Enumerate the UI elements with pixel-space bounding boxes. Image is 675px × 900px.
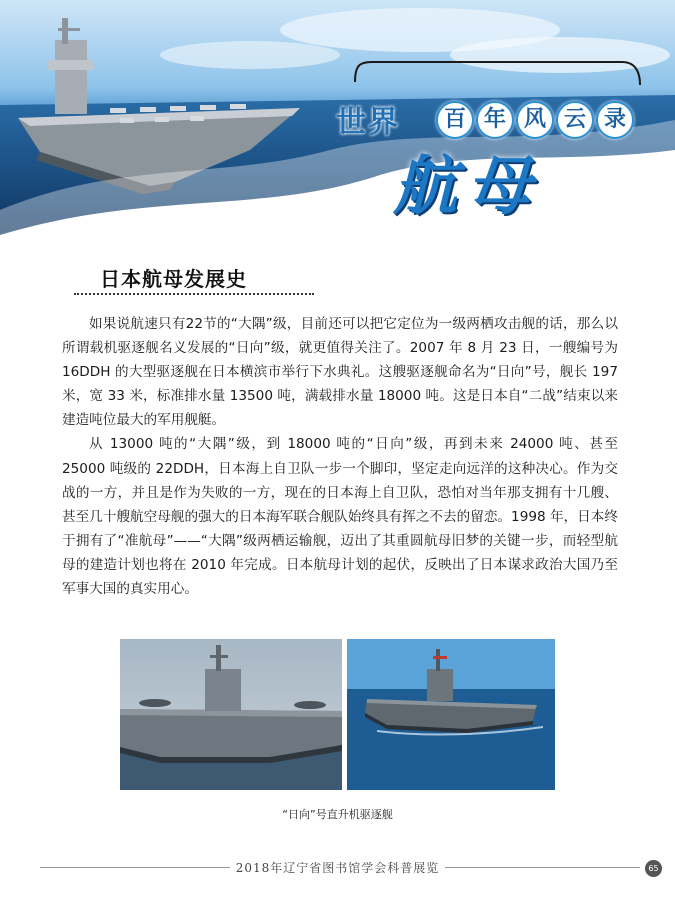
section-title-world: 世界 bbox=[336, 105, 400, 140]
hyuga-ship-photo-left bbox=[120, 639, 342, 790]
subtitle-char: 风 bbox=[516, 101, 554, 139]
hyuga-ship-photo-right bbox=[347, 639, 555, 790]
article-body bbox=[62, 312, 618, 601]
article-paragraph: 从 13000 吨的“大隅”级，到 18000 吨的“日向”级，再到未来 24000 吨、甚至 25000 吨级的 22DDH，日本海上自卫队一步一个脚印，坚定走向远洋的这种决心。作为交战的一方，并且是作为失败的一方，现在的日本海上自卫队，恐怕对当年那支拥有十几艘、甚至几十艘航空母舰的强大的日本海军联合舰队始终具有挥之不去的留恋。1998 年，日本终于拥有了“准航母”——“大隅”级两栖运输舰，迈出了其重圆航母旧梦的关键一步，而轻型航母的建造计划也将在 2010 年完成。日本航母计划的起伏，反映出了日本谋求政治大国乃至军事大国的真实用心。 bbox=[62, 436, 618, 598]
article-heading: 日本航母发展史 bbox=[100, 267, 247, 291]
article-paragraph: 如果说航速只有22节的“大隅”级，目前还可以把它定位为一级两栖攻击舰的话，那么以所谓载机驱逐舰名义发展的“日向”级，就更值得关注了。2007 年 8 月 23 日，一艘编号为 16DDH 的大型驱逐舰在日本横滨市举行下水典礼。这艘驱逐舰命名为“日向”号，舰长 197 米，宽 33 米，标准排水量 13500 吨，满载排水量 18000 吨。这是日本自“二战”结束以来建造吨位最大的军用舰艇。 bbox=[62, 316, 618, 429]
subtitle-char: 百 bbox=[436, 101, 474, 139]
section-subtitle bbox=[436, 101, 634, 139]
footer-label: 2018年辽宁省图书馆学会科普展览 bbox=[230, 861, 446, 875]
header-banner bbox=[0, 0, 675, 250]
page-number: 65 bbox=[645, 860, 662, 877]
footer-text bbox=[0, 859, 675, 876]
subtitle-char: 云 bbox=[556, 101, 594, 139]
subtitle-char: 录 bbox=[596, 101, 634, 139]
heading-divider bbox=[74, 293, 314, 295]
photo-caption: “日向”号直升机驱逐舰 bbox=[282, 808, 393, 821]
subtitle-char: 年 bbox=[476, 101, 514, 139]
section-main-title: 航母 bbox=[393, 149, 541, 224]
